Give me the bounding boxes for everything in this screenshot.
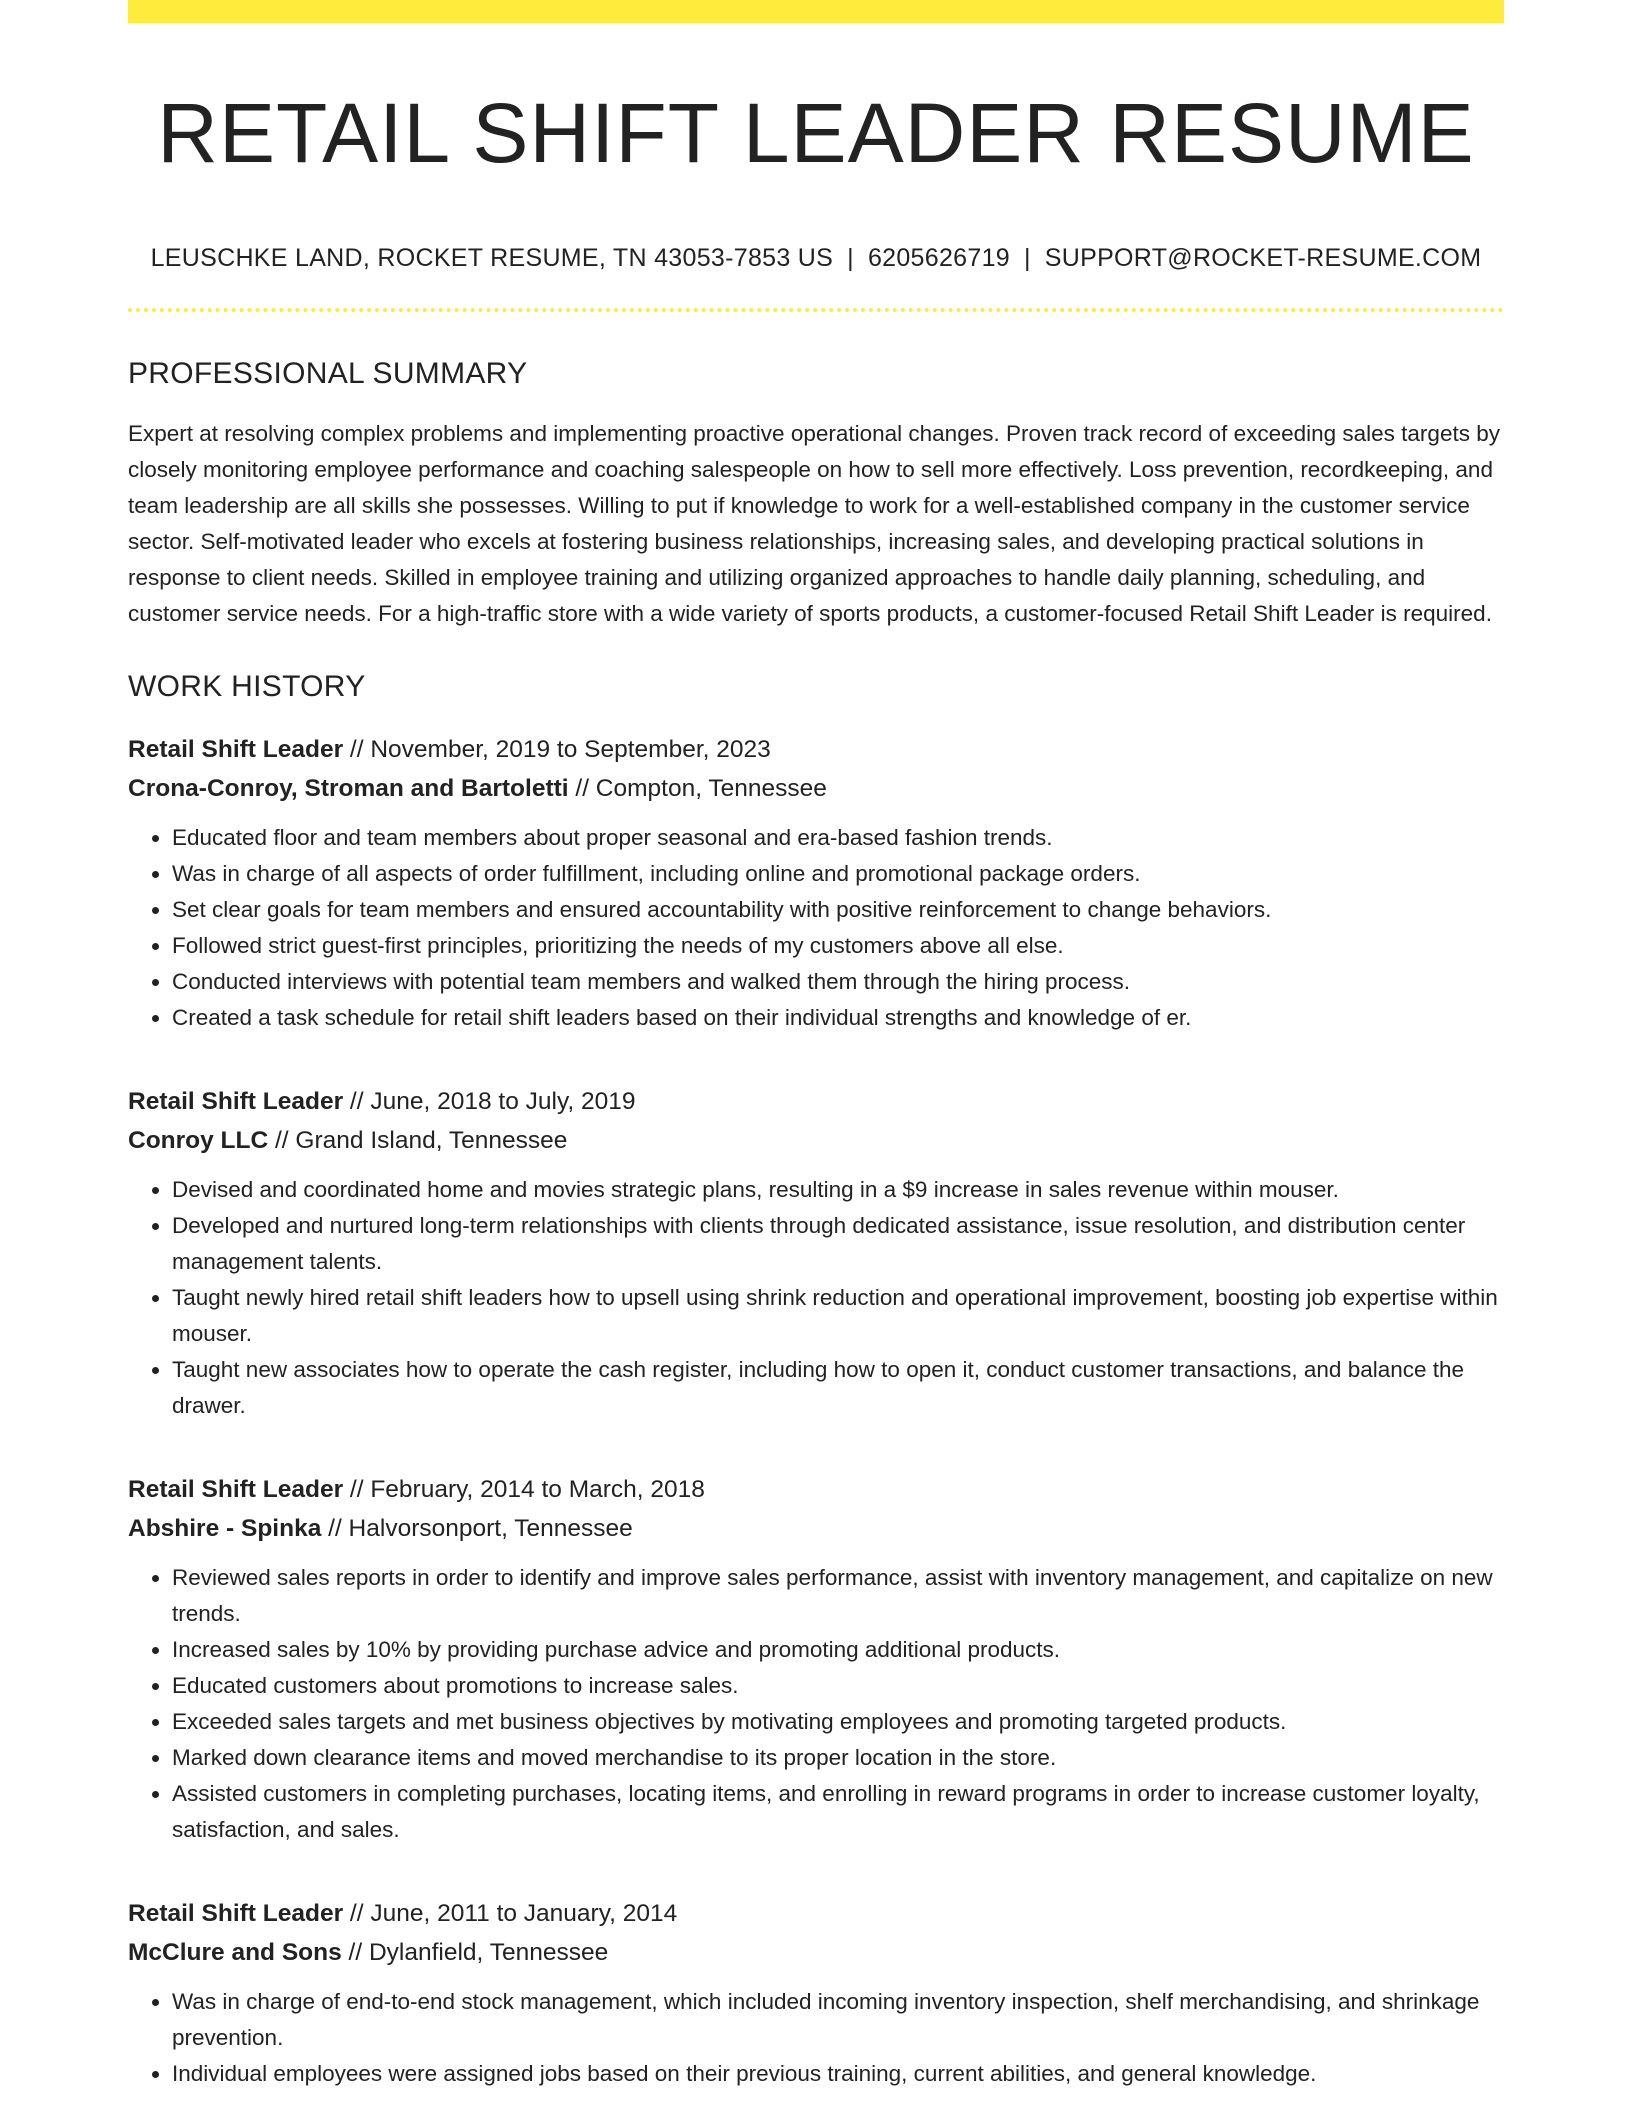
job-entry <box>128 730 1504 1036</box>
job-bullet: • Individual employees were assigned jobs based on their previous training, current abilities, and general knowledge. <box>172 2056 1504 2092</box>
work-history-heading: WORK HISTORY <box>128 669 366 703</box>
job-bullet: • Was in charge of all aspects of order fulfillment, including online and promotional package orders. <box>172 856 1504 892</box>
job-bullet: • Taught newly hired retail shift leaders how to upsell using shrink reduction and operational improvement, boosting job expertise within mouser. <box>172 1280 1504 1352</box>
job-location: // Grand Island, Tennessee <box>268 1126 568 1154</box>
job-bullet: • Reviewed sales reports in order to identify and improve sales performance, assist with inventory management, and capitalize on new trends. <box>172 1560 1504 1632</box>
job-bullet: • Devised and coordinated home and movies strategic plans, resulting in a $9 increase in sales revenue within mouser. <box>172 1172 1504 1208</box>
job-entry <box>128 1894 1504 2092</box>
job-bullets <box>128 1560 1504 1848</box>
job-bullet: • Developed and nurtured long-term relationships with clients through dedicated assistance, issue resolution, and distribution center management talents. <box>172 1208 1504 1280</box>
job-company-line <box>128 1933 1504 1972</box>
job-company: McClure and Sons <box>128 1938 342 1966</box>
contact-separator: | <box>847 243 854 272</box>
work-history-list <box>128 730 1504 2092</box>
job-bullet: • Set clear goals for team members and ensured accountability with positive reinforcement to change behaviors. <box>172 892 1504 928</box>
job-company-line <box>128 1121 1504 1160</box>
job-title: Retail Shift Leader <box>128 1087 344 1115</box>
dotted-divider <box>128 308 1504 312</box>
job-bullet: • Taught new associates how to operate the cash register, including how to open it, conduct customer transactions, and balance the drawer. <box>172 1352 1504 1424</box>
job-bullet: • Marked down clearance items and moved merchandise to its proper location in the store. <box>172 1740 1504 1776</box>
job-entry <box>128 1082 1504 1424</box>
job-title-line <box>128 730 1504 769</box>
job-company-line <box>128 769 1504 808</box>
contact-phone: 6205626719 <box>867 243 1010 272</box>
contact-line <box>128 244 1504 273</box>
job-location: // Compton, Tennessee <box>568 774 827 802</box>
job-title: Retail Shift Leader <box>128 1475 344 1503</box>
job-bullets <box>128 1172 1504 1424</box>
job-dates: // June, 2011 to January, 2014 <box>343 1899 678 1927</box>
summary-heading: PROFESSIONAL SUMMARY <box>128 356 528 390</box>
job-bullet: • Assisted customers in completing purchases, locating items, and enrolling in reward programs in order to increase customer loyalty, satisfaction, and sales. <box>172 1776 1504 1848</box>
job-entry <box>128 1470 1504 1848</box>
summary-text: Expert at resolving complex problems and implementing proactive operational changes. Proven track record of exceeding sales targets by closely monitoring employee performance and coaching salespeople on how to sell more effectively. Loss prevention, recordkeeping, and team leadership are all skills she possesses. Willing to put if knowledge to work for a well-established company in the customer service sector. Self-motivated leader who excels at fostering business relationships, increasing sales, and developing practical solutions in response to client needs. Skilled in employee training and utilizing organized approaches to handle daily planning, scheduling, and customer service needs. For a high-traffic store with a wide variety of sports products, a customer-focused Retail Shift Leader is required. <box>128 420 1500 626</box>
job-bullet: • Increased sales by 10% by providing purchase advice and promoting additional products. <box>172 1632 1504 1668</box>
job-dates: // February, 2014 to March, 2018 <box>343 1475 705 1503</box>
job-bullet: • Conducted interviews with potential team members and walked them through the hiring process. <box>172 964 1504 1000</box>
accent-top-bar <box>128 0 1504 23</box>
job-company: Crona-Conroy, Stroman and Bartoletti <box>128 774 569 802</box>
job-dates: // November, 2019 to September, 2023 <box>343 735 771 763</box>
job-company: Abshire - Spinka <box>128 1514 322 1542</box>
job-bullet: • Followed strict guest-first principles, prioritizing the needs of my customers above all else. <box>172 928 1504 964</box>
job-title: Retail Shift Leader <box>128 1899 344 1927</box>
job-title-line <box>128 1082 1504 1121</box>
job-company: Conroy LLC <box>128 1126 269 1154</box>
job-bullet: • Educated customers about promotions to increase sales. <box>172 1668 1504 1704</box>
job-bullets <box>128 1984 1504 2092</box>
contact-address: LEUSCHKE LAND, ROCKET RESUME, TN 43053-7853 US <box>150 243 834 272</box>
job-bullets <box>128 820 1504 1036</box>
job-bullet: • Educated floor and team members about proper seasonal and era-based fashion trends. <box>172 820 1504 856</box>
job-title-line <box>128 1894 1504 1933</box>
job-title-line <box>128 1470 1504 1509</box>
job-location: // Dylanfield, Tennessee <box>341 1938 609 1966</box>
job-bullet: • Was in charge of end-to-end stock management, which included incoming inventory inspection, shelf merchandising, and shrinkage prevention. <box>172 1984 1504 2056</box>
job-title: Retail Shift Leader <box>128 735 344 763</box>
job-bullet: • Exceeded sales targets and met business objectives by motivating employees and promoting targeted products. <box>172 1704 1504 1740</box>
job-bullet: • Created a task schedule for retail shift leaders based on their individual strengths and knowledge of er. <box>172 1000 1504 1036</box>
job-company-line <box>128 1509 1504 1548</box>
job-dates: // June, 2018 to July, 2019 <box>343 1087 636 1115</box>
resume-page <box>128 0 1504 2092</box>
contact-separator: | <box>1023 243 1031 272</box>
job-location: // Halvorsonport, Tennessee <box>321 1514 633 1542</box>
contact-email: SUPPORT@ROCKET-RESUME.COM <box>1044 243 1482 272</box>
resume-title: RETAIL SHIFT LEADER RESUME <box>157 86 1475 180</box>
